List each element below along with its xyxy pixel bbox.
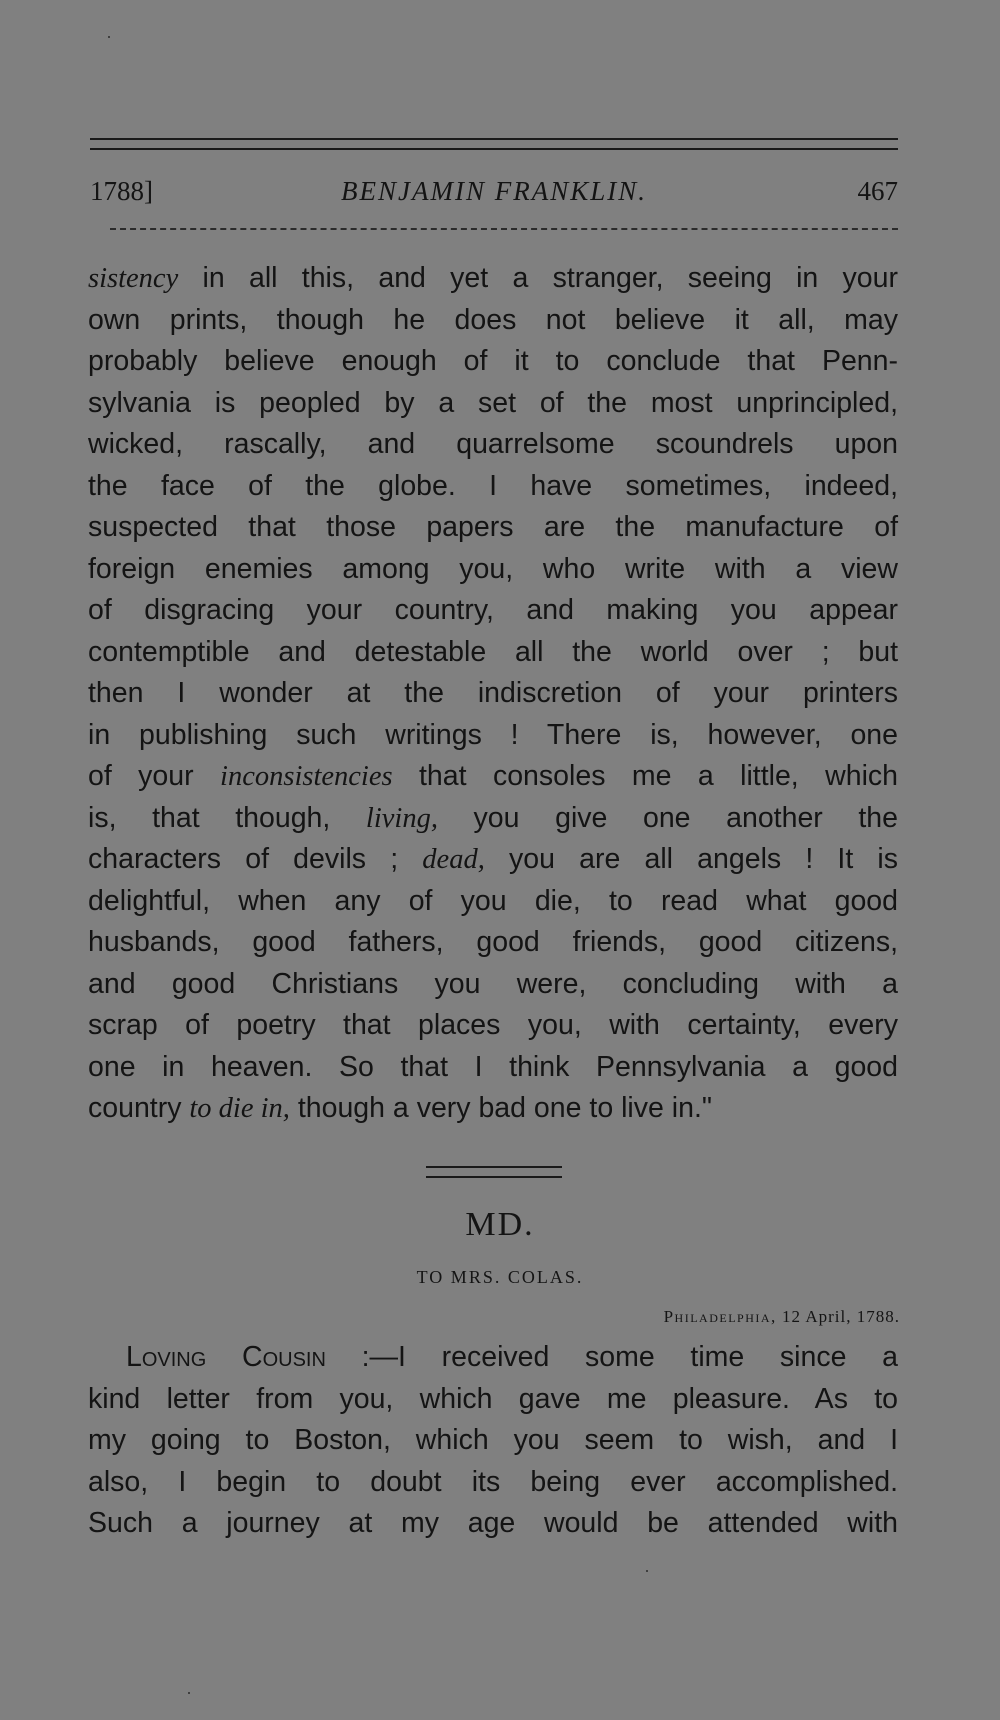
- letter-salutation: Loving Cousin: [126, 1341, 326, 1373]
- body-line: [88, 1047, 898, 1089]
- body-line: [88, 383, 898, 425]
- letter-dateline: [664, 1307, 900, 1327]
- italic-text: to die in,: [189, 1093, 290, 1124]
- body-line: [88, 507, 898, 549]
- body-text-run: though a very bad one to live in.": [289, 1092, 712, 1124]
- body-text-run: probably believe enough of it to conclude that Penn-: [88, 345, 898, 377]
- body-paragraph: [88, 258, 898, 1130]
- italic-text: sistency: [88, 263, 179, 294]
- body-text-run: sylvania is peopled by a set of the most unprincipled,: [88, 386, 898, 419]
- letter-line: kind letter from you, which gave me pleasure. As to: [88, 1382, 898, 1415]
- body-text-run: that consoles me a little, which: [392, 760, 899, 792]
- body-text-run: of your: [88, 760, 221, 792]
- header-dashed-rule: [110, 228, 898, 230]
- scan-speck: [108, 36, 110, 38]
- italic-text: dead,: [422, 844, 485, 875]
- body-line: [88, 881, 898, 923]
- header-rule-top: [90, 138, 898, 140]
- body-line: [88, 549, 898, 591]
- body-text-run: husbands, good fathers, good friends, good citizens,: [88, 926, 898, 958]
- body-line: [88, 632, 898, 674]
- body-text-run: you give one another the: [437, 801, 898, 834]
- body-line: [88, 1005, 898, 1047]
- italic-text: living,: [365, 802, 438, 834]
- page-number: 467: [857, 176, 898, 206]
- running-head-year: 1788]: [90, 176, 153, 206]
- body-line: [88, 466, 898, 508]
- body-text-run: of disgracing your country, and making you appear: [88, 594, 898, 626]
- body-line: [88, 673, 898, 715]
- body-text-run: delightful, when any of you die, to read what good: [88, 884, 898, 917]
- body-line: [88, 258, 898, 300]
- body-text-run: own prints, though he does not believe it all, may: [88, 303, 898, 336]
- body-line: [88, 964, 898, 1006]
- letter-body: [88, 1337, 898, 1545]
- body-text-run: then I wonder at the indiscretion of your printers: [88, 677, 898, 709]
- italic-text: inconsistencies: [220, 761, 393, 792]
- dateline-date: 12 April, 1788.: [776, 1307, 900, 1326]
- letter-line: Such a journey at my age would be attended with: [88, 1507, 898, 1539]
- body-text-run: country: [88, 1092, 190, 1124]
- body-text-run: characters of devils ;: [88, 843, 423, 875]
- salutation-punctuation: :—: [325, 1341, 399, 1373]
- body-text-run: one in heaven. So that I think Pennsylvania a good: [88, 1050, 898, 1083]
- dateline-place: Philadelphia,: [663, 1307, 777, 1326]
- body-line: [88, 590, 898, 632]
- letter-addressee: TO MRS. COLAS.: [416, 1267, 584, 1287]
- body-line: [88, 300, 898, 342]
- letter-line: my going to Boston, which you seem to wish, and I: [88, 1424, 898, 1456]
- scan-speck: [188, 1692, 190, 1694]
- body-line: [88, 756, 898, 798]
- body-line: [88, 424, 898, 466]
- body-text-run: foreign enemies among you, who write with a view: [88, 552, 898, 585]
- body-line: [88, 715, 898, 757]
- letter-line: [88, 1337, 898, 1379]
- body-text-run: the face of the globe. I have sometimes, indeed,: [88, 469, 898, 502]
- running-head-title: BENJAMIN FRANKLIN.: [341, 176, 647, 206]
- body-text-run: and good Christians you were, concluding with a: [88, 967, 898, 1000]
- body-line: [88, 922, 898, 964]
- body-text-run: wicked, rascally, and quarrelsome scoundrels upon: [88, 428, 898, 460]
- running-head: [90, 176, 898, 216]
- section-separator-bottom: [426, 1176, 562, 1178]
- body-text-run: scrap of poetry that places you, with certainty, every: [88, 1009, 898, 1041]
- body-text-run: suspected that those papers are the manufacture of: [88, 511, 898, 543]
- section-separator-top: [426, 1166, 562, 1168]
- body-text-run: you are all angels ! It is: [484, 843, 899, 875]
- letter-number: MD.: [465, 1206, 535, 1243]
- body-line: [88, 341, 898, 383]
- body-text-run: is, that though,: [88, 801, 366, 834]
- body-text-run: in publishing such writings ! There is, however, one: [88, 718, 898, 751]
- body-text-run: contemptible and detestable all the world over ; but: [88, 635, 898, 668]
- body-line: [88, 1088, 898, 1130]
- body-line: [88, 798, 898, 840]
- body-line: [88, 839, 898, 881]
- header-rule-bottom: [90, 148, 898, 150]
- body-text-run: in all this, and yet a stranger, seeing in your: [178, 262, 898, 294]
- letter-line-text: I received some time since a: [398, 1341, 898, 1373]
- scan-speck: [646, 1570, 648, 1572]
- letter-line: also, I begin to doubt its being ever accomplished.: [88, 1465, 898, 1498]
